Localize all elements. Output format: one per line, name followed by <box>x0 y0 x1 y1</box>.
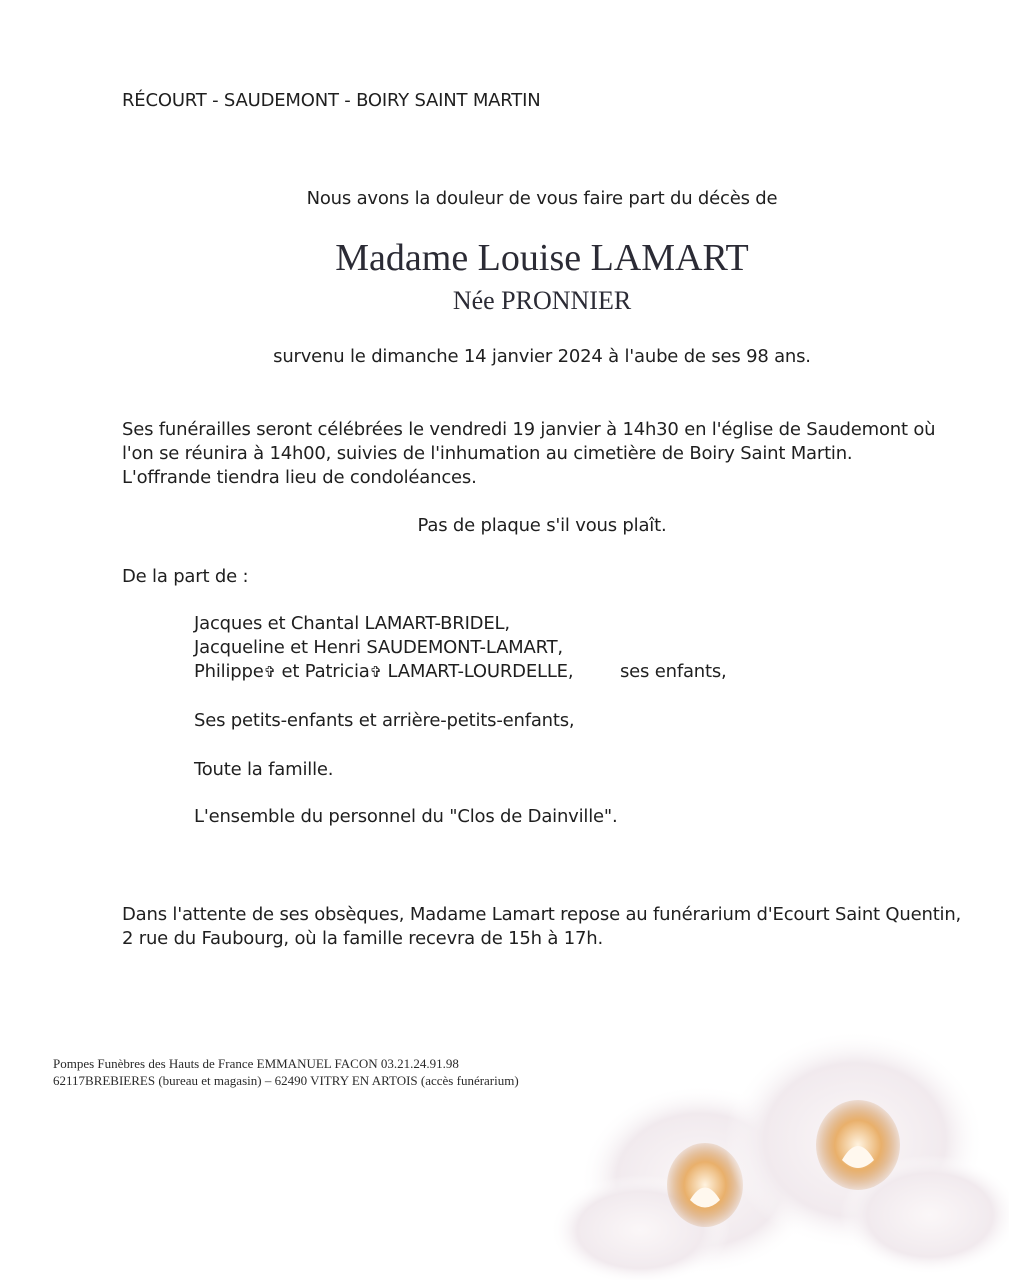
cross-icon: ✞ <box>263 663 276 681</box>
children-label: ses enfants, <box>620 661 727 682</box>
no-plaque-note: Pas de plaque s'il vous plaît. <box>417 515 667 536</box>
funeral-line-3: L'offrande tiendra lieu de condoléances. <box>122 467 477 488</box>
funeral-line-1: Ses funérailles seront célébrées le vendredi 19 janvier à 14h30 en l'église de Saudemont où <box>122 419 936 440</box>
maiden-name: Née PRONNIER <box>452 286 632 315</box>
death-date-line: survenu le dimanche 14 janvier 2024 à l'aube de ses 98 ans. <box>273 346 811 367</box>
staff-line: L'ensemble du personnel du "Clos de Dainville". <box>194 806 618 827</box>
viewing-line-2: 2 rue du Faubourg, où la famille recevra de 15h à 17h. <box>122 928 603 949</box>
viewing-line-1: Dans l'attente de ses obsèques, Madame Lamart repose au funérarium d'Ecourt Saint Quentin, <box>122 904 962 925</box>
child-3-name-c: LAMART-LOURDELLE, <box>381 661 574 682</box>
child-1: Jacques et Chantal LAMART-BRIDEL, <box>194 613 510 634</box>
funeral-home-line-2: 62117BREBIERES (bureau et magasin) – 62490 VITRY EN ARTOIS (accès funérarium) <box>53 1073 519 1088</box>
child-3-name-a: Philippe <box>194 661 264 682</box>
villages-header: RÉCOURT - SAUDEMONT - BOIRY SAINT MARTIN <box>122 90 541 111</box>
from-label: De la part de : <box>122 566 249 587</box>
funeral-line-2: l'on se réunira à 14h00, suivies de l'inhumation au cimetière de Boiry Saint Martin. <box>122 443 853 464</box>
child-3 <box>194 661 573 682</box>
cross-icon: ✞ <box>369 663 382 681</box>
grandchildren-line: Ses petits-enfants et arrière-petits-enfants, <box>194 710 575 731</box>
child-3-name-b: et Patricia <box>275 661 370 682</box>
funeral-home-line-1: Pompes Funèbres des Hauts de France EMMANUEL FACON 03.21.24.91.98 <box>53 1056 459 1071</box>
child-2: Jacqueline et Henri SAUDEMONT-LAMART, <box>194 637 563 658</box>
whole-family-line: Toute la famille. <box>194 759 334 780</box>
deceased-name: Madame Louise LAMART <box>335 237 749 279</box>
announcement-intro: Nous avons la douleur de vous faire part du décès de <box>306 188 778 209</box>
